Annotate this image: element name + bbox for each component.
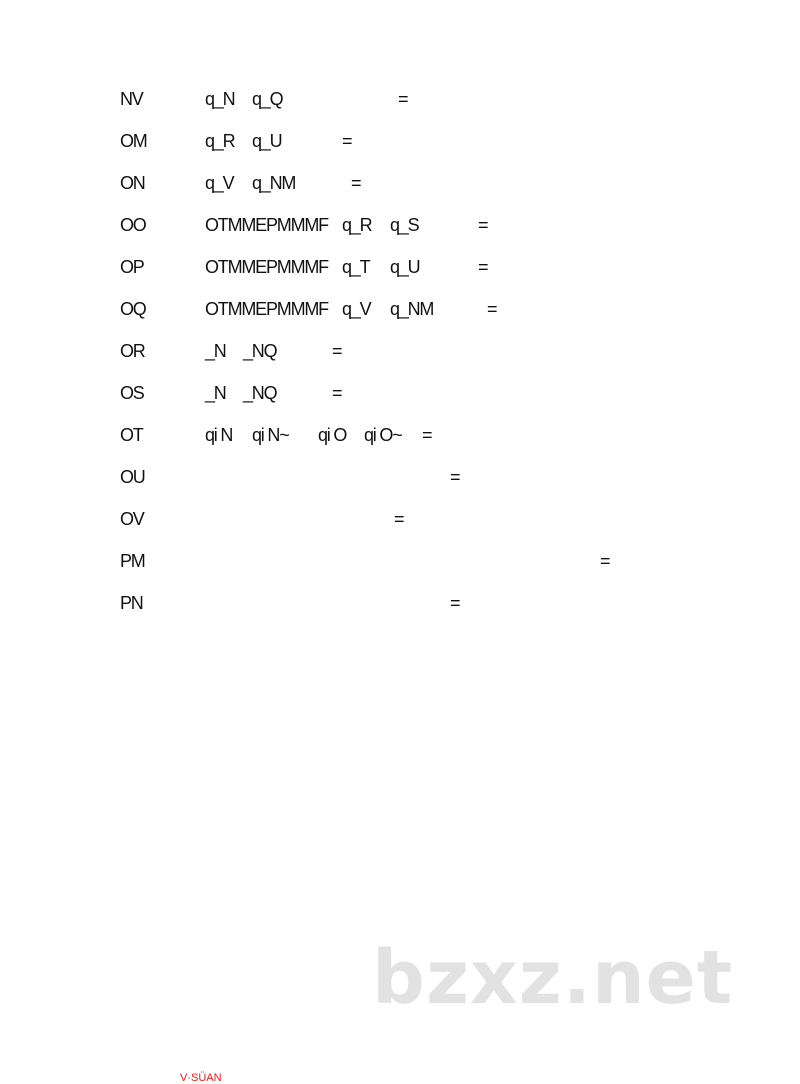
line-number: OO — [120, 215, 146, 235]
line-number: NV — [120, 89, 143, 109]
line-number: OV — [120, 509, 144, 529]
line-term: _N — [205, 383, 226, 403]
line-item — [0, 592, 800, 622]
line-term: _NQ — [243, 341, 277, 361]
line-item — [0, 340, 800, 370]
line-number: PN — [120, 593, 143, 613]
equals-sign: = — [351, 173, 362, 193]
line-number: OT — [120, 425, 143, 445]
equals-sign: = — [332, 341, 343, 361]
equals-sign: = — [450, 467, 461, 487]
line-term: qi N — [205, 425, 233, 445]
equals-sign: = — [600, 551, 611, 571]
line-term: qi O — [318, 425, 347, 445]
line-term: q_T — [342, 257, 370, 277]
line-item — [0, 298, 800, 328]
line-term: q_Q — [252, 89, 283, 109]
line-term: q_NM — [390, 299, 434, 319]
line-item — [0, 382, 800, 412]
line-item — [0, 508, 800, 538]
line-item — [0, 130, 800, 160]
equals-sign: = — [487, 299, 498, 319]
equals-sign: = — [450, 593, 461, 613]
line-term: q_U — [390, 257, 420, 277]
line-term: OTMMEPMMMF — [205, 299, 328, 319]
line-number: PM — [120, 551, 145, 571]
line-number: OP — [120, 257, 144, 277]
equals-sign: = — [478, 257, 489, 277]
line-term: q_R — [205, 131, 235, 151]
line-item — [0, 172, 800, 202]
line-term: qi O~ — [364, 425, 402, 445]
line-number: OS — [120, 383, 144, 403]
line-term: OTMMEPMMMF — [205, 215, 328, 235]
line-number: OM — [120, 131, 147, 151]
equals-sign: = — [342, 131, 353, 151]
line-item — [0, 466, 800, 496]
watermark: bzxz.net — [372, 935, 734, 1021]
line-term: q_V — [342, 299, 371, 319]
line-item — [0, 424, 800, 454]
equals-sign: = — [394, 509, 405, 529]
line-term: q_V — [205, 173, 234, 193]
line-term: q_NM — [252, 173, 296, 193]
equals-sign: = — [478, 215, 489, 235]
line-term: q_N — [205, 89, 235, 109]
equals-sign: = — [398, 89, 409, 109]
line-item — [0, 88, 800, 118]
line-term: qi N~ — [252, 425, 289, 445]
footer-mark: V·SÜAN — [180, 1072, 222, 1084]
line-item — [0, 214, 800, 244]
line-number: ON — [120, 173, 145, 193]
equals-sign: = — [422, 425, 433, 445]
line-item — [0, 550, 800, 580]
line-number: OR — [120, 341, 145, 361]
line-term: _N — [205, 341, 226, 361]
line-term: OTMMEPMMMF — [205, 257, 328, 277]
line-term: q_U — [252, 131, 282, 151]
line-term: q_R — [342, 215, 372, 235]
line-term: _NQ — [243, 383, 277, 403]
line-number: OQ — [120, 299, 146, 319]
line-number: OU — [120, 467, 145, 487]
line-item — [0, 256, 800, 286]
line-term: q_S — [390, 215, 419, 235]
equals-sign: = — [332, 383, 343, 403]
